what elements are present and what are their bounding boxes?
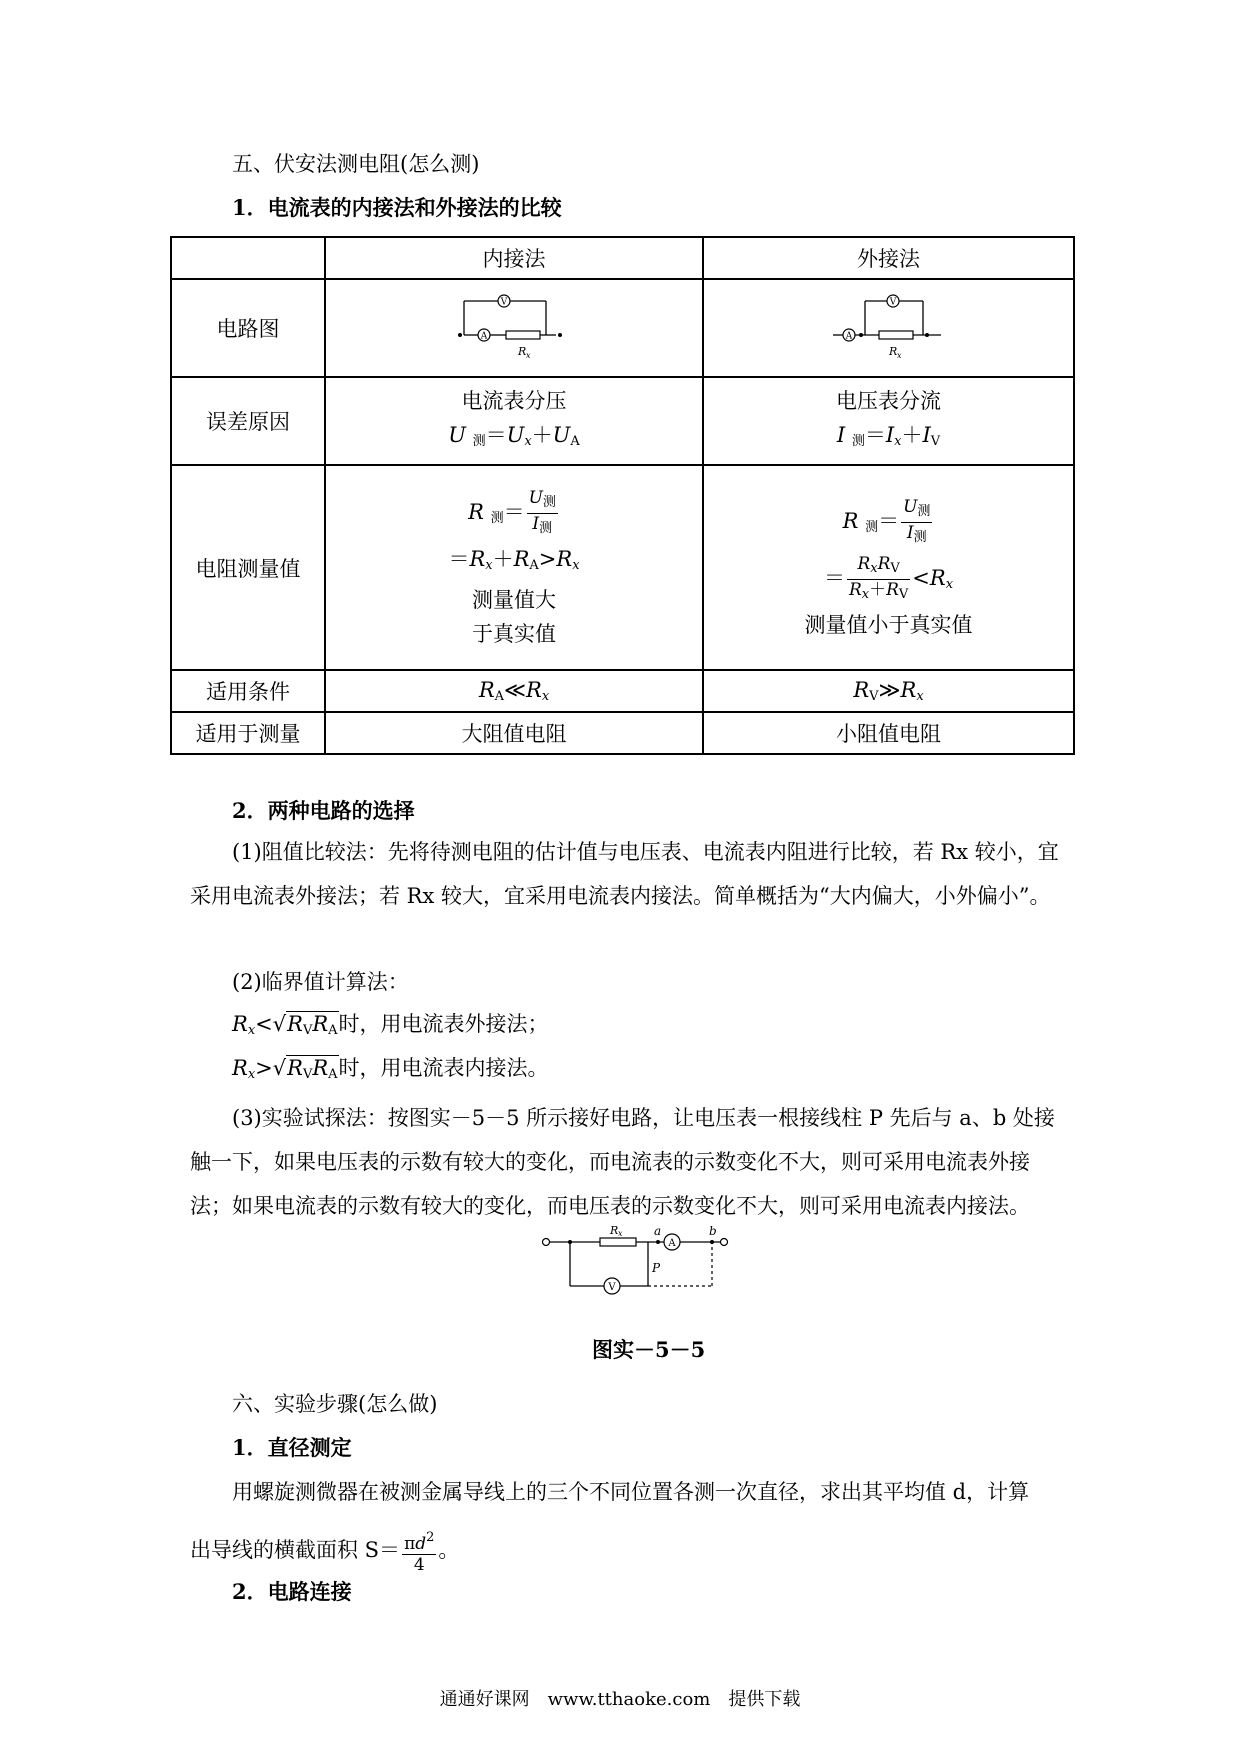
outer-condition: $R_V≫R_x$: [703, 670, 1074, 712]
critical-value-outer: $R_x<√R_VR_A$时，用电流表外接法；: [232, 1012, 549, 1038]
inner-error-formula: U $_测=U_x+U_A$: [448, 422, 580, 449]
outer-measure-cell: [703, 465, 1074, 670]
outer-measure-equality: ＝ $\frac{R_xR_V}{R_x+R_V}$ $<R_x$: [823, 553, 954, 602]
page-footer: 通通好课网 www.tthaoke.com 提供下载: [439, 1689, 801, 1710]
table-corner-cell: [171, 237, 325, 279]
header-outer: 外接法: [703, 237, 1074, 279]
outer-circuit-diagram: [703, 279, 1074, 377]
outer-error-text: 电压表分流: [836, 388, 941, 413]
inner-measure-conclusion-2: 于真实值: [472, 621, 556, 646]
row-label-condition: 适用条件: [171, 670, 325, 712]
section6-title: 六、实验步骤(怎么做): [232, 1392, 438, 1416]
comparison-table: [170, 236, 1075, 755]
figure-5-5-caption: 图实－5－5: [592, 1337, 706, 1362]
subsection-title-comparison: 1．电流表的内接法和外接法的比较: [232, 195, 562, 220]
svg-text:R: R: [610, 1224, 619, 1237]
svg-text:a: a: [654, 1224, 662, 1238]
outer-measure-conclusion: 测量值小于真实值: [804, 612, 973, 637]
svg-text:b: b: [709, 1224, 717, 1238]
paragraph-diameter-2: 出导线的横截面积 S＝ $\frac{\pi d^2}{4}$ 。: [190, 1530, 460, 1575]
inner-condition: $R_A≪R_x$: [325, 670, 703, 712]
svg-text:V: V: [500, 297, 508, 307]
inner-measure-conclusion-1: 测量值大: [472, 587, 556, 612]
row-label-usage: 适用于测量: [171, 712, 325, 754]
subsection-title-diameter: 1．直径测定: [232, 1435, 352, 1460]
outer-measure-formula: R $_测$＝ $\frac{U_测}{I_测}$: [842, 496, 931, 545]
outer-error-cell: [703, 377, 1074, 465]
svg-text:A: A: [845, 331, 852, 341]
inner-measure-equality: $=R_x+R_A>R_x$: [448, 546, 580, 573]
row-label-circuit: 电路图: [171, 279, 325, 377]
svg-text:R: R: [888, 344, 897, 358]
inner-measure-formula: R $_测$＝ $\frac{U_测}{I_测}$: [468, 487, 556, 536]
inner-usage: 大阻值电阻: [325, 712, 703, 754]
inner-error-cell: [325, 377, 703, 465]
row-label-measure: 电阻测量值: [171, 465, 325, 670]
inner-measure-cell: [325, 465, 703, 670]
outer-usage: 小阻值电阻: [703, 712, 1074, 754]
paragraph-critical-value: (2)临界值计算法：: [232, 970, 409, 994]
paragraph-trial-method: (3)实验试探法：按图实－5－5 所示接好电路，让电压表一根接线柱 P 先后与 a、b 处接触一下，如果电压表的示数有较大的变化，而电流表的示数变化不大，则可采用电流表外接法；如果电流表的示数有较大的变化，而电压表的示数变化不大，则可采用电流表内接法。: [190, 1106, 1055, 1218]
header-inner: 内接法: [325, 237, 703, 279]
section5-title: 五、伏安法测电阻(怎么测): [232, 152, 480, 176]
svg-text:V: V: [889, 297, 896, 307]
inner-error-text: 电流表分压: [461, 388, 567, 413]
inner-circuit-diagram: [325, 279, 703, 377]
svg-text:P: P: [652, 1261, 661, 1275]
svg-text:x: x: [896, 350, 902, 360]
paragraph-diameter-1: 用螺旋测微器在被测金属导线上的三个不同位置各测一次直径，求出其平均值 d，计算: [232, 1480, 1030, 1504]
figure-5-5-circuit: [540, 1222, 750, 1302]
svg-text:x: x: [526, 350, 531, 360]
subsection-title-selection: 2．两种电路的选择: [232, 798, 415, 823]
critical-value-inner: $R_x>√R_VR_A$时，用电流表内接法。: [232, 1056, 549, 1082]
subsection-title-circuit-connection: 2．电路连接: [232, 1579, 352, 1604]
row-label-error: 误差原因: [171, 377, 325, 465]
svg-text:A: A: [480, 331, 488, 341]
outer-error-formula: I $_测=I_x+I_V$: [836, 422, 941, 449]
paragraph-resistance-comparison: (1)阻值比较法：先将待测电阻的估计值与电压表、电流表内阻进行比较，若 Rx 较小，宜采用电流表外接法；若 Rx 较大，宜采用电流表内接法。简单概括为“大内偏大，小外偏小”。: [190, 840, 1059, 908]
svg-text:V: V: [608, 1282, 616, 1293]
svg-text:R: R: [518, 344, 527, 358]
svg-text:A: A: [668, 1238, 676, 1249]
svg-text:x: x: [618, 1229, 623, 1238]
